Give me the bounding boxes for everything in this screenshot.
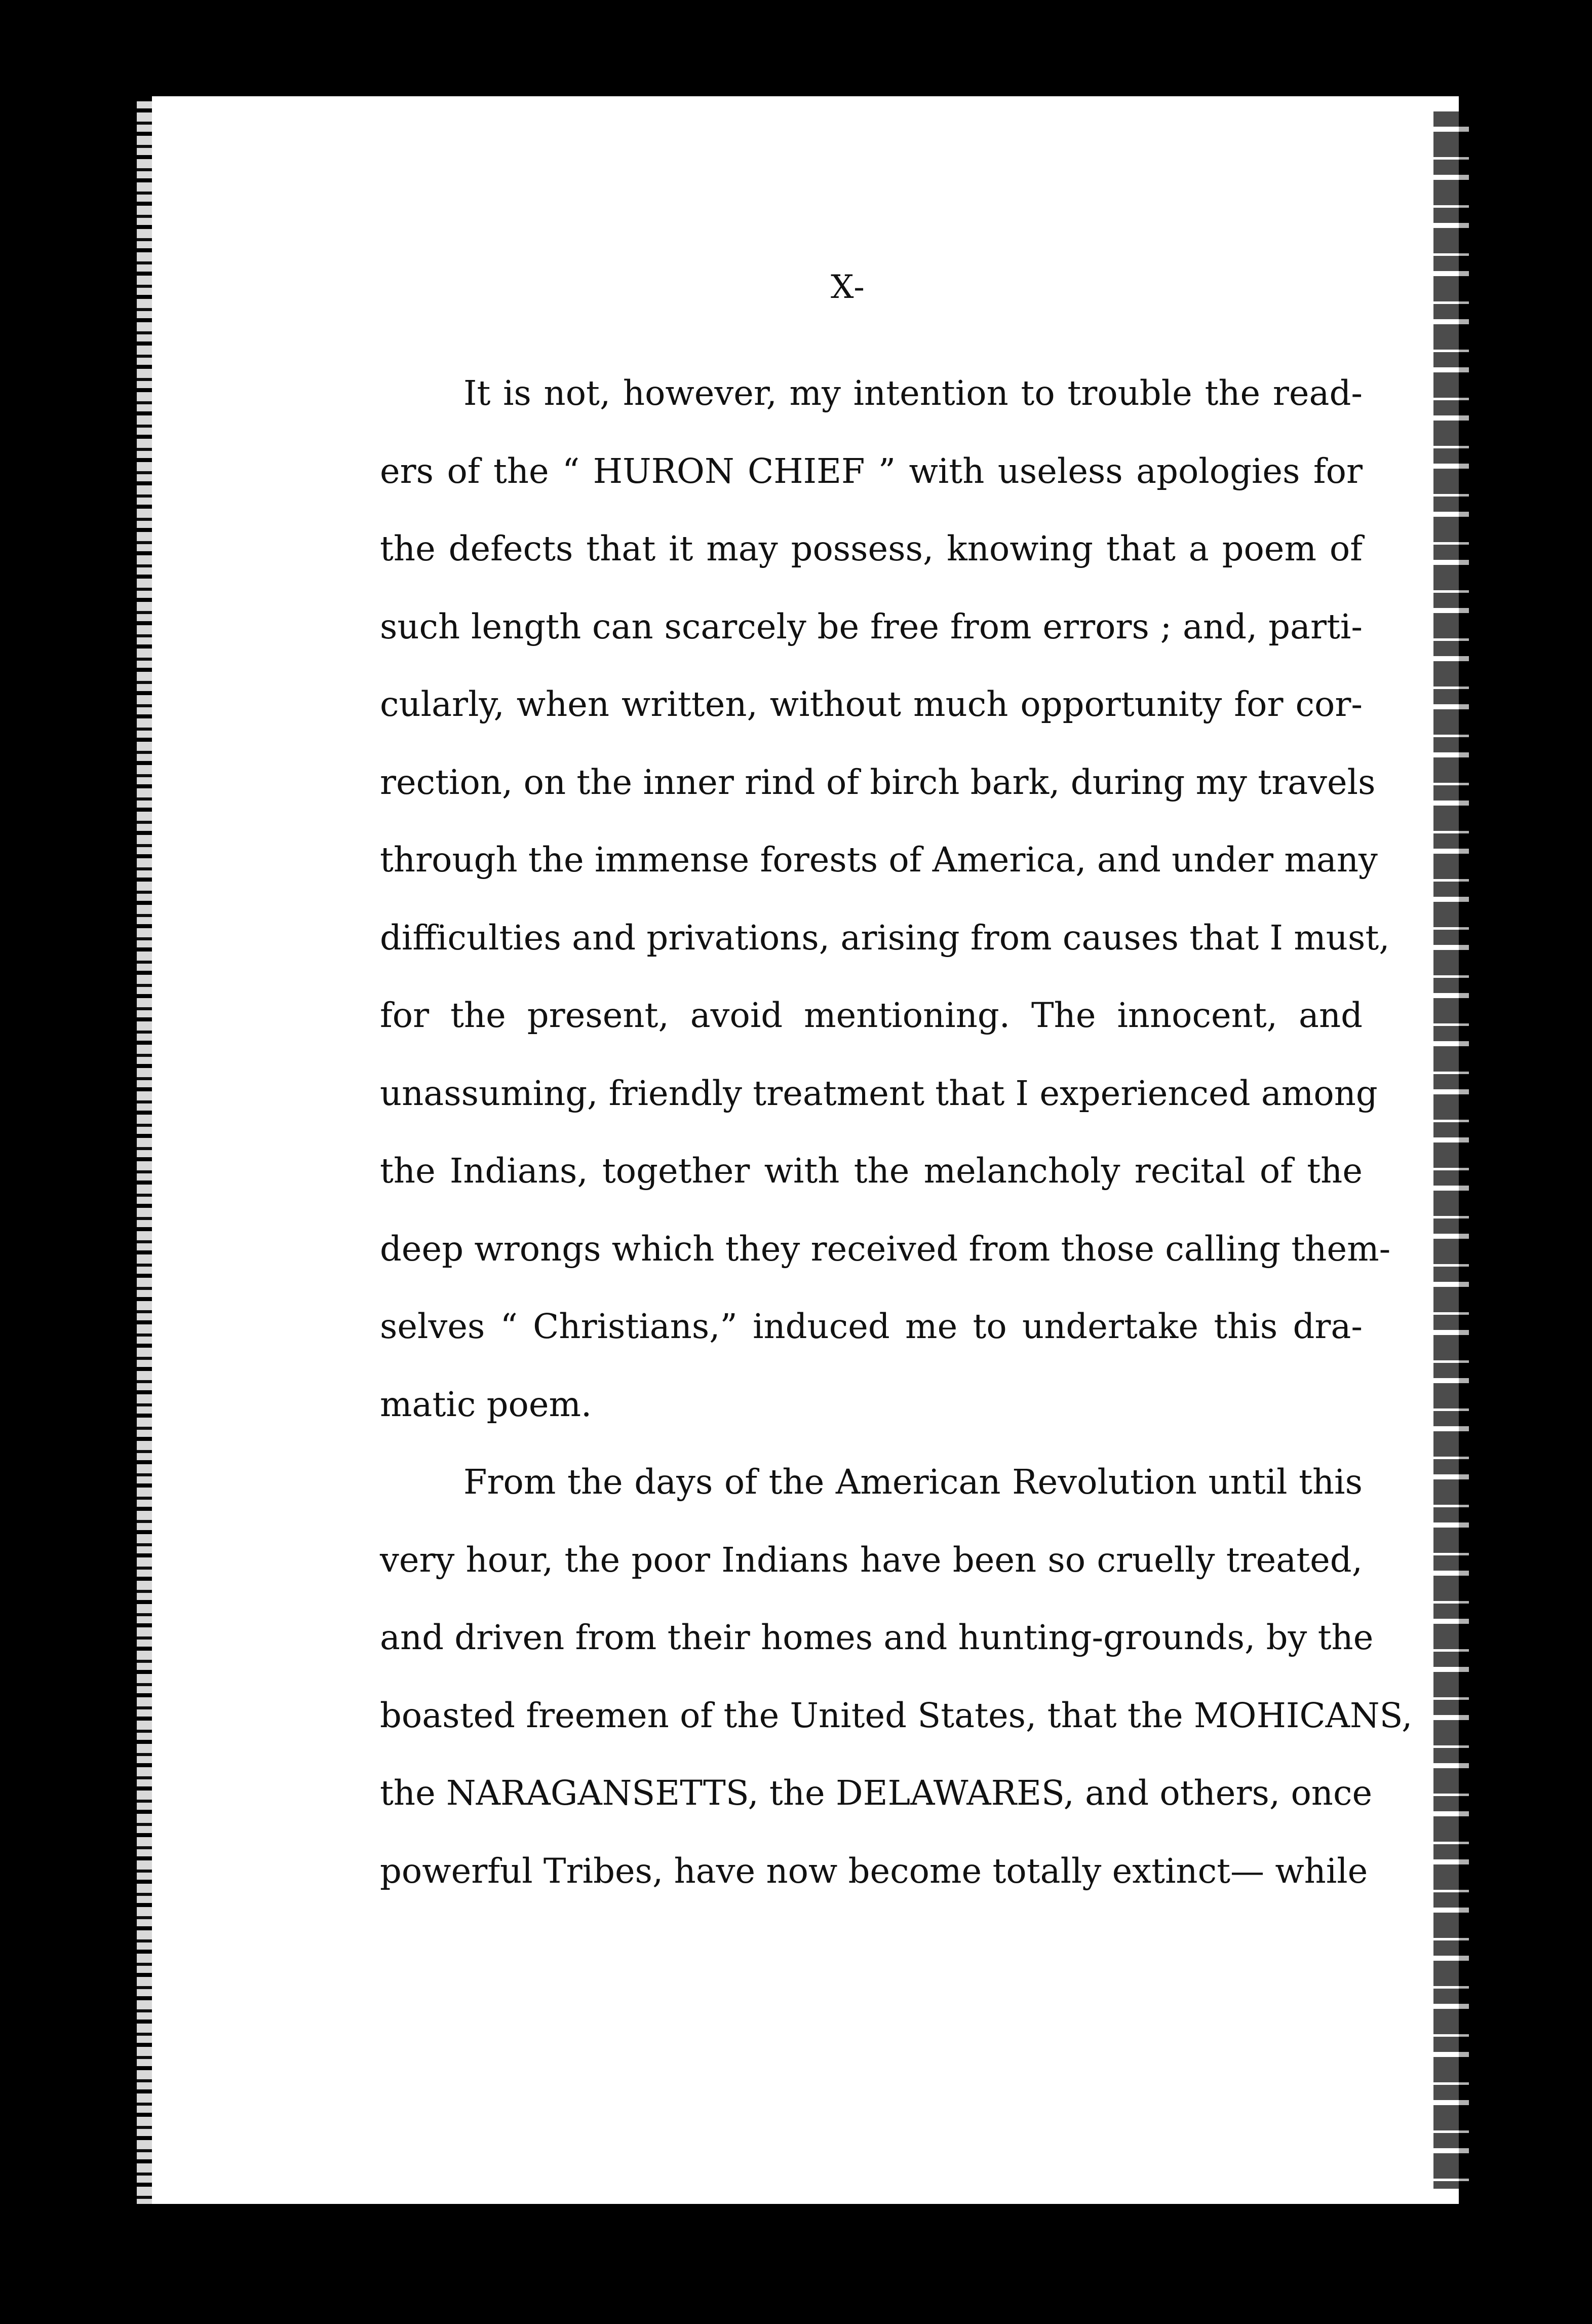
page-number: X- [831,269,866,306]
body-text [380,355,1413,1910]
text-line: such length can scarcely be free from errors ; and, parti- [380,606,1363,646]
text-line: deep wrongs which they received from those calling them- [380,1229,1391,1269]
text-line: and driven from their homes and hunting-grounds, by the [380,1618,1374,1657]
text-line: It is not, however, my intention to trouble the read- [463,373,1363,413]
text-line: rection, on the inner rind of birch bark, during my travels [380,762,1376,802]
scan-edge-right [1433,111,1469,2189]
text-line: unassuming, friendly treatment that I experienced among [380,1073,1378,1113]
text-line: powerful Tribes, have now become totally extinct— while [380,1851,1368,1891]
text-line: ers of the “ HURON CHIEF ” with useless apologies for [380,451,1363,491]
text-line: selves “ Christians,” induced me to undertake this dra- [380,1307,1363,1346]
paragraph-1 [380,355,1391,1443]
text-line: difficulties and privations, arising from causes that I must, [380,918,1390,958]
text-line: the NARAGANSETTS, the DELAWARES, and others, once [380,1773,1373,1813]
text-line: for the present, avoid mentioning. The innocent, and [380,996,1363,1035]
text-line: very hour, the poor Indians have been so cruelly treated, [380,1540,1363,1580]
text-line: From the days of the American Revolution until this [463,1462,1363,1502]
text-line: boasted freemen of the United States, that the MOHICANS, [380,1695,1413,1735]
scan-corner [1469,2204,1592,2324]
text-line: the defects that it may possess, knowing that a poem of [380,529,1363,568]
text-line: matic poem. [380,1384,592,1424]
text-line: cularly, when written, without much opportunity for cor- [380,684,1363,724]
paragraph-2 [380,1443,1413,1910]
text-line: the Indians, together with the melancholy recital of the [380,1151,1363,1191]
text-line: through the immense forests of America, and under many [380,840,1378,880]
